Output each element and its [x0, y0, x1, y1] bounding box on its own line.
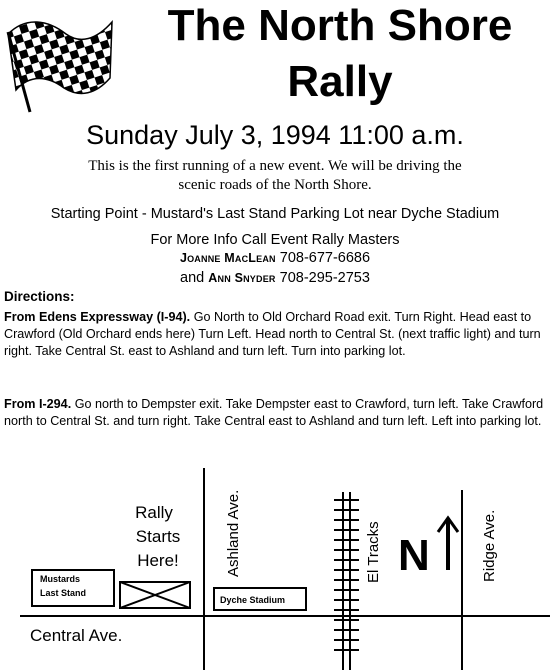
starting-point: Starting Point - Mustard's Last Stand Parking Lot near Dyche Stadium [50, 206, 500, 222]
intro-line1: This is the first running of a new event. We will be driving the [88, 158, 462, 174]
contact-2-prefix: and [180, 270, 205, 286]
directions-edens [4, 309, 544, 360]
dyche-stadium-label: Dyche Stadium [220, 595, 286, 605]
intro-line2: scenic roads of the North Shore. [178, 177, 372, 193]
contact-2 [0, 270, 550, 286]
directions-heading: Directions: [4, 289, 75, 304]
page-title-line1: The North Shore [167, 1, 513, 50]
info-heading: For More Info Call Event Rally Masters [150, 232, 400, 248]
contact-2-name: Ann Snyder [208, 271, 276, 285]
directions-i294-text: Go north to Dempster exit. Take Dempster east to Crawford, turn left. Take Crawford north to Central St. and turn right. Take Central east to Ashland and turn left. Left into parking lot. [4, 397, 544, 428]
central-ave-label: Central Ave. [30, 626, 123, 645]
directions-i294 [4, 396, 544, 430]
ashland-ave-label: Ashland Ave. [225, 489, 242, 577]
rally-starts-line1: Rally [135, 503, 173, 522]
north-arrow-icon [438, 518, 458, 570]
contact-1-name: Joanne MacLean [179, 251, 276, 265]
contact-1-phone: 708-677-6686 [279, 250, 371, 266]
rally-starts-line2: Starts [135, 527, 181, 546]
el-tracks-label: El Tracks [365, 521, 382, 583]
directions-i294-label: From I-294. [4, 397, 72, 411]
directions-edens-label: From Edens Expressway (I-94). [4, 310, 191, 324]
directions-edens-text: Go North to Old Orchard Road exit. Turn Right. Head east to Crawford (Old Orchard ends here) Turn Left. Head north to Central St. (next traffic light) and turn right. Take Central St. east to Ashland and turn left. Turn into parking lot. [4, 310, 541, 358]
north-letter: N [398, 531, 430, 580]
rally-starts-line3: Here! [137, 551, 179, 570]
parking-lot [120, 582, 190, 608]
ridge-ave-label: Ridge Ave. [481, 509, 498, 582]
contact-2-phone: 708-295-2753 [279, 270, 370, 286]
event-date: Sunday July 3, 1994 11:00 a.m. [86, 120, 464, 150]
mustards-label-1: Mustards [40, 574, 81, 584]
location-map [0, 460, 550, 670]
contact-1 [0, 250, 550, 266]
checkered-flag-icon [4, 6, 116, 116]
el-tracks [334, 492, 359, 670]
page-title-line2: Rally [287, 57, 393, 106]
mustards-label-2: Last Stand [40, 588, 87, 598]
